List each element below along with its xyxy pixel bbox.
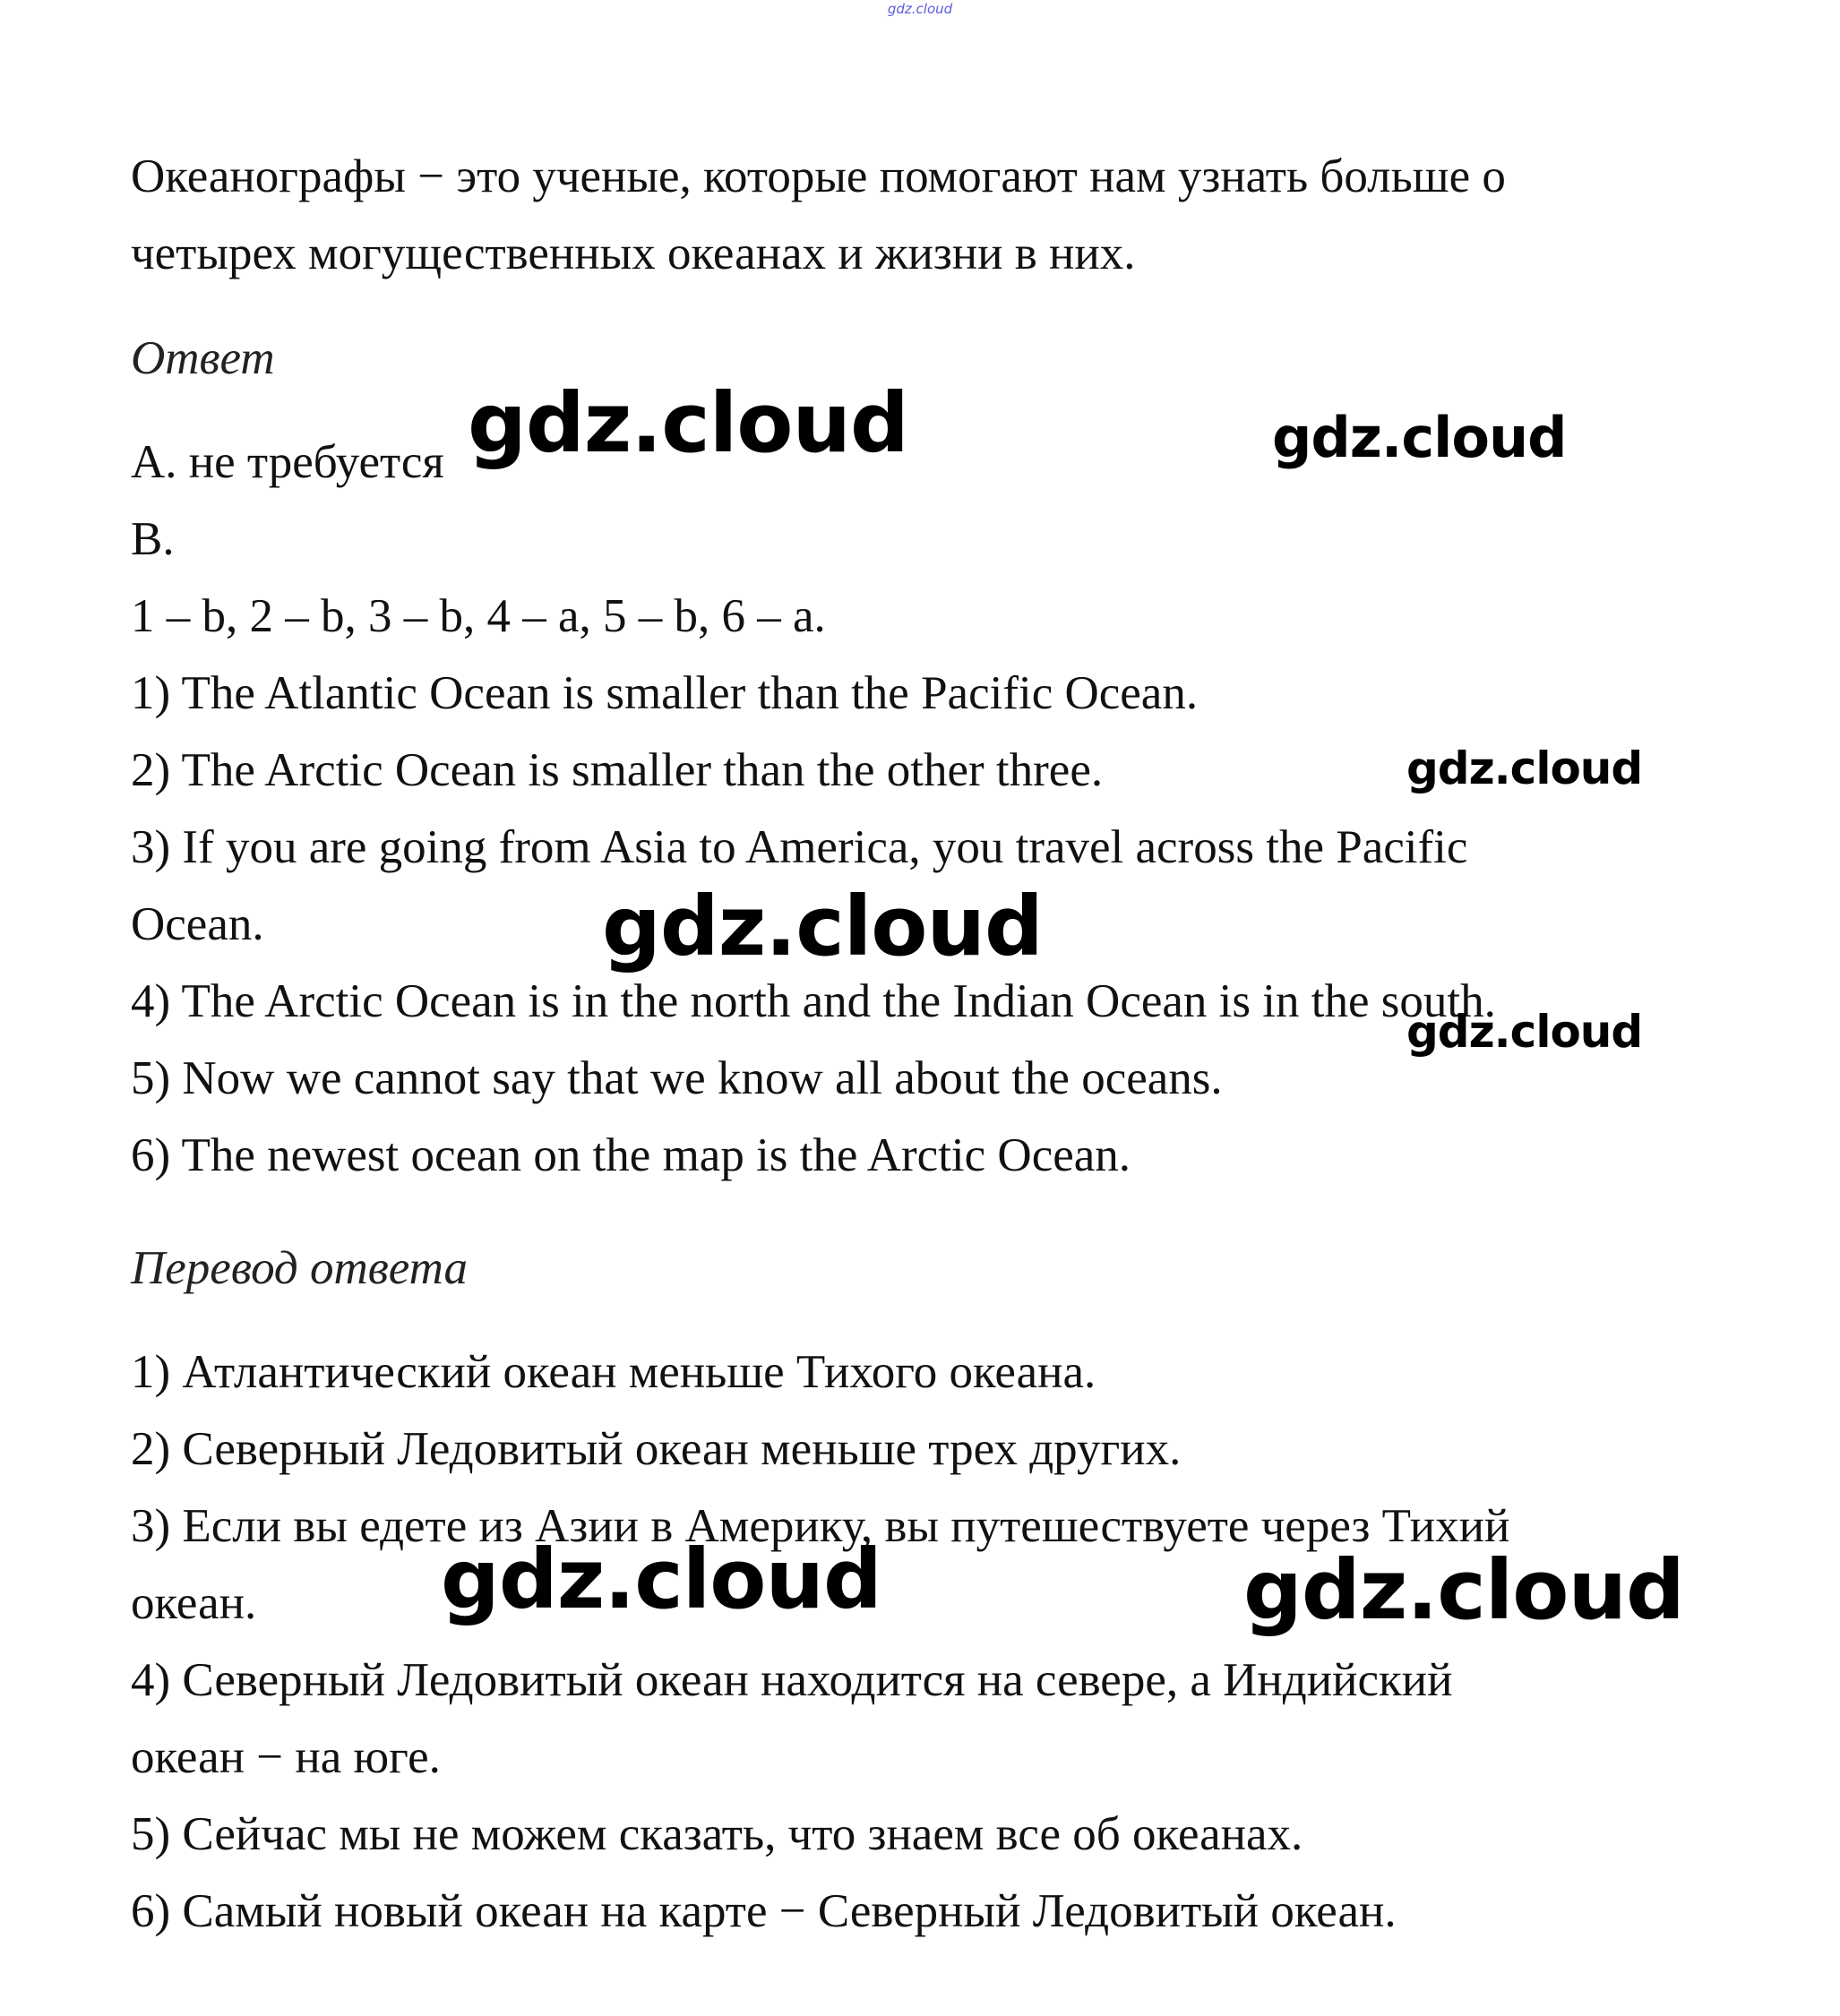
top-watermark: gdz.cloud (887, 1, 953, 17)
answer-heading: Ответ (131, 332, 275, 384)
watermark-1: gdz.cloud (468, 375, 908, 471)
intro-line-2: четырех могущественных океанах и жизни в них. (131, 227, 1136, 279)
watermark-7: gdz.cloud (1243, 1542, 1684, 1638)
translation-heading: Перевод ответа (131, 1242, 469, 1294)
answer-2: 2) The Arctic Ocean is smaller than the other three. (131, 744, 1104, 796)
part-b: B. (131, 513, 175, 565)
watermark-2: gdz.cloud (1272, 405, 1567, 470)
translation-6: 6) Самый новый океан на карте − Северный Ледовитый океан. (131, 1885, 1397, 1937)
intro-line-1: Океанографы − это ученые, которые помогают нам узнать больше о (131, 150, 1506, 202)
answer-key: 1 – b, 2 – b, 3 – b, 4 – a, 5 – b, 6 – a. (131, 590, 826, 642)
answer-1: 1) The Atlantic Ocean is smaller than the Pacific Ocean. (131, 667, 1199, 719)
part-a: A. не требуется (131, 436, 444, 488)
translation-5: 5) Сейчас мы не можем сказать, что знаем все об океанах. (131, 1808, 1303, 1860)
translation-4: 4) Северный Ледовитый океан находится на севере, а Индийский (131, 1654, 1453, 1706)
translation-1: 1) Атлантический океан меньше Тихого океана. (131, 1346, 1096, 1398)
answer-5: 5) Now we cannot say that we know all about the oceans. (131, 1052, 1223, 1104)
translation-2: 2) Северный Ледовитый океан меньше трех других. (131, 1423, 1182, 1475)
translation-4-cont: океан − на юге. (131, 1731, 441, 1783)
translation-3-cont: океан. (131, 1577, 257, 1629)
watermark-6: gdz.cloud (441, 1531, 881, 1627)
answer-3: 3) If you are going from Asia to America, you travel across the Pacific (131, 821, 1468, 873)
answer-6: 6) The newest ocean on the map is the Arctic Ocean. (131, 1129, 1131, 1181)
translation-3: 3) Если вы едете из Азии в Америку, вы путешествуете через Тихий (131, 1500, 1510, 1552)
watermark-5: gdz.cloud (1406, 1006, 1643, 1058)
answer-3-cont: Ocean. (131, 898, 264, 950)
answer-4: 4) The Arctic Ocean is in the north and the Indian Ocean is in the south. (131, 975, 1496, 1027)
watermark-3: gdz.cloud (1406, 742, 1643, 794)
watermark-4: gdz.cloud (602, 879, 1043, 974)
